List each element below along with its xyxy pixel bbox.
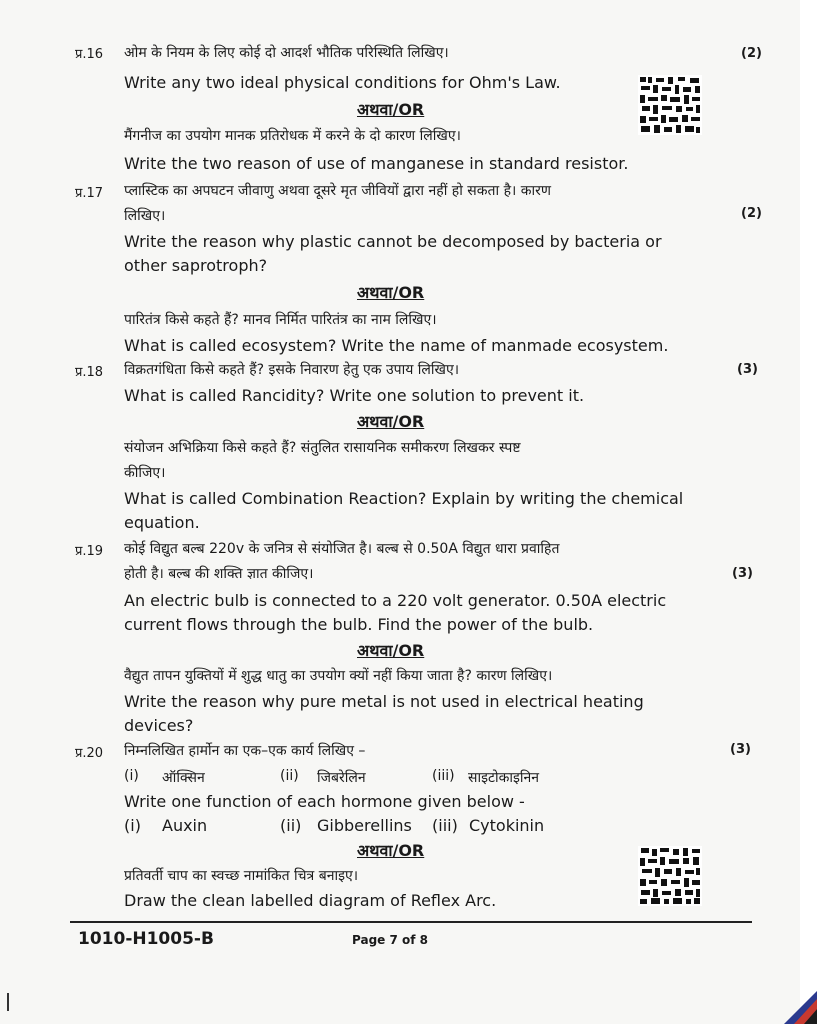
corner-decoration	[778, 990, 817, 1024]
q17-hindi-line2: लिखिए।	[124, 208, 166, 224]
qr-code	[638, 75, 702, 135]
q18-alt-hindi-line2: कीजिए।	[124, 465, 166, 481]
q20-english-option: Auxin	[162, 816, 208, 835]
q19-alt-english-line1: Write the reason why pure metal is not used in electrical heating	[124, 692, 644, 711]
q20-hindi-option-label: (ii)	[280, 768, 299, 784]
q17-english-line2: other saprotroph?	[124, 256, 268, 275]
q19-marks: (3)	[732, 566, 753, 581]
q20-english-option-label: (ii)	[280, 816, 302, 835]
q16-marks: (2)	[741, 46, 762, 61]
q16-english: Write any two ideal physical conditions for Ohm's Law.	[124, 73, 561, 92]
q18-english: What is called Rancidity? Write one solution to prevent it.	[124, 386, 585, 405]
page-edge	[800, 0, 817, 1024]
q20-hindi-option: साइटोकाइनिन	[468, 770, 540, 786]
question-number-16: प्र.16	[75, 47, 104, 62]
q17-english-line1: Write the reason why plastic cannot be decomposed by bacteria or	[124, 232, 662, 251]
q20-english: Write one function of each hormone given below -	[124, 792, 525, 811]
footer-divider	[70, 921, 752, 923]
q17-hindi-line1: प्लास्टिक का अपघटन जीवाणु अथवा दूसरे मृत जीवियों द्वारा नहीं हो सकता है। कारण	[124, 183, 551, 199]
q19-alt-english-line2: devices?	[124, 716, 194, 735]
q19-hindi-line2: होती है। बल्ब की शक्ति ज्ञात कीजिए।	[124, 566, 314, 582]
q18-marks: (3)	[737, 362, 758, 377]
q20-hindi-option-label: (i)	[124, 768, 139, 784]
question-number-18: प्र.18	[75, 365, 104, 380]
q19-alt-hindi: वैद्युत तापन युक्तियों में शुद्ध धातु का उपयोग क्यों नहीं किया जाता है? कारण लिखिए।	[124, 668, 553, 684]
q20-english-option: Gibberellins	[317, 816, 412, 835]
question-number-17: प्र.17	[75, 186, 104, 201]
q17-or-divider: अथवा/OR	[357, 283, 425, 302]
q19-english-line1: An electric bulb is connected to a 220 volt generator. 0.50A electric	[124, 591, 667, 610]
q20-marks: (3)	[730, 742, 751, 757]
q17-marks: (2)	[741, 206, 762, 221]
q20-hindi: निम्नलिखित हार्मोन का एक–एक कार्य लिखिए –	[124, 743, 366, 759]
q20-hindi-option: ऑक्सिन	[162, 770, 205, 786]
question-number-20: प्र.20	[75, 746, 104, 761]
page-number: Page 7 of 8	[352, 933, 428, 947]
q19-english-line2: current flows through the bulb. Find the power of the bulb.	[124, 615, 594, 634]
q18-or-divider: अथवा/OR	[357, 412, 425, 431]
paper-code: 1010-H1005-B	[78, 929, 214, 949]
qr-code	[638, 846, 702, 906]
q20-or-divider: अथवा/OR	[357, 841, 425, 860]
q20-alt-english: Draw the clean labelled diagram of Reflex Arc.	[124, 891, 497, 910]
q20-hindi-option: जिबरेलिन	[317, 770, 366, 786]
q20-hindi-option-label: (iii)	[432, 768, 455, 784]
q17-alt-hindi: पारितंत्र किसे कहते हैं? मानव निर्मित पारितंत्र का नाम लिखिए।	[124, 312, 437, 328]
q18-alt-hindi-line1: संयोजन अभिक्रिया किसे कहते हैं? संतुलित रासायनिक समीकरण लिखकर स्पष्ट	[124, 440, 521, 456]
q16-or-divider: अथवा/OR	[357, 100, 425, 119]
q18-alt-english-line2: equation.	[124, 513, 200, 532]
margin-mark	[7, 993, 9, 1011]
q18-alt-english-line1: What is called Combination Reaction? Explain by writing the chemical	[124, 489, 684, 508]
q17-alt-english: What is called ecosystem? Write the name of manmade ecosystem.	[124, 336, 669, 355]
q20-alt-hindi: प्रतिवर्ती चाप का स्वच्छ नामांकित चित्र बनाइए।	[124, 868, 359, 884]
question-number-19: प्र.19	[75, 544, 104, 559]
q20-english-option: Cytokinin	[469, 816, 545, 835]
q19-or-divider: अथवा/OR	[357, 641, 425, 660]
q16-alt-english: Write the two reason of use of manganese in standard resistor.	[124, 154, 629, 173]
q20-english-option-label: (i)	[124, 816, 141, 835]
q18-hindi: विक्रतगंधिता किसे कहते हैं? इसके निवारण हेतु एक उपाय लिखिए।	[124, 362, 460, 378]
q20-english-option-label: (iii)	[432, 816, 458, 835]
q19-hindi-line1: कोई विद्युत बल्ब 220v के जनित्र से संयोजित है। बल्ब से 0.50A विद्युत धारा प्रवाहित	[124, 541, 560, 557]
q16-hindi: ओम के नियम के लिए कोई दो आदर्श भौतिक परिस्थिति लिखिए।	[124, 45, 449, 61]
q16-alt-hindi: मैंगनीज का उपयोग मानक प्रतिरोधक में करने के दो कारण लिखिए।	[124, 128, 461, 144]
